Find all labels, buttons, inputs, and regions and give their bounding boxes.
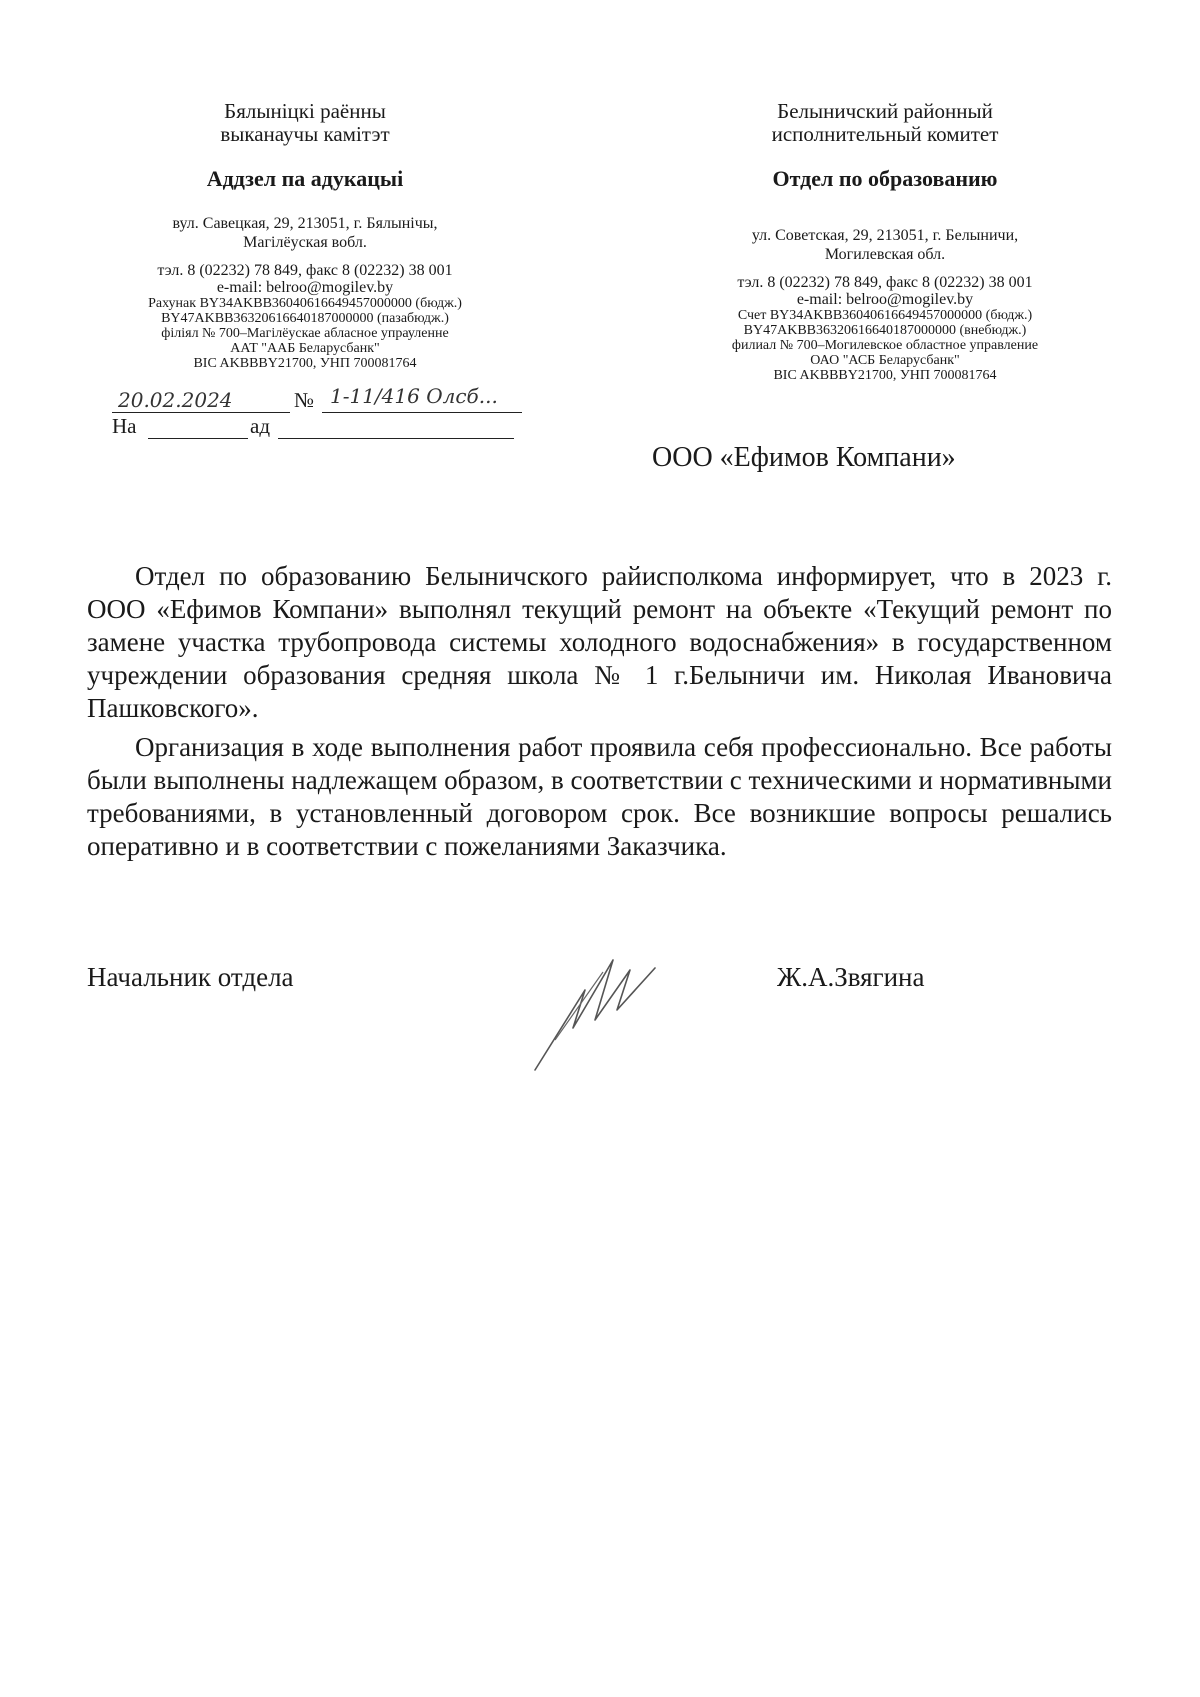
reply-to-label: На (112, 414, 137, 438)
body-paragraph-2: Организация в ходе выполнения работ проявила себя профессионально. Все работы были выполнены надлежащем образом, в соответствии с техническими и нормативными требованиями, в установленный договором срок. Все возникшие вопросы решались оперативно и в соответствии с пожеланиями Заказчика. (87, 732, 1112, 861)
bank-name: ОАО "АСБ Беларусбанк" (810, 353, 960, 368)
org-name-line1: Бялыніцкі раённы (224, 99, 386, 123)
bank-branch: філіял № 700–Магілёускае абласное упрауленне (161, 326, 449, 341)
body-paragraph-1: Отдел по образованию Белыничского райисполкома информирует, что в 2023 г. ООО «Ефимов Компани» выполнял текущий ремонт на объекте «Текущий ремонт по замене участка трубопровода системы холодного водоснабжения» в государственном учреждении образования средняя школа № 1 г.Белыничи им. Николая Ивановича Пашковского». (87, 561, 1112, 723)
phone-fax: тэл. 8 (02232) 78 849, факс 8 (02232) 38 001 (157, 262, 453, 279)
bank-bic: BIC AKBBBY21700, УНП 700081764 (773, 368, 997, 383)
handwritten-number: 1-11/416 Олсб... (330, 384, 498, 408)
bank-account-1: Рахунак BY34AKBB36040616649457000000 (бюдж.) (148, 296, 462, 311)
handwritten-signature (525, 950, 675, 1080)
reply-date-underline (278, 438, 514, 439)
phone-fax: тэл. 8 (02232) 78 849, факс 8 (02232) 38 001 (737, 274, 1033, 291)
number-underline (322, 412, 522, 413)
address-line2: Могилевская обл. (824, 246, 946, 263)
bank-branch: филиал № 700–Могилевское областное управление (731, 338, 1039, 353)
letterhead-russian (665, 100, 1105, 383)
signatory-position: Начальник отдела (87, 962, 294, 992)
org-name-line2: исполнительный комитет (771, 122, 999, 146)
department-name: Отдел по образованию (772, 166, 998, 191)
number-label: № (294, 388, 315, 412)
signatory-name: Ж.А.Звягина (777, 962, 925, 992)
department-name: Аддзел па адукацыі (206, 166, 404, 191)
address-line2: Магілёуская вобл. (243, 234, 367, 251)
address-line1: вул. Савецкая, 29, 213051, г. Бялынічы, (172, 215, 438, 232)
email: e-mail: belroo@mogilev.by (216, 279, 394, 296)
letter-body (87, 560, 1112, 869)
org-name-line2: выканаучы камітэт (220, 122, 390, 146)
date-underline (112, 412, 290, 413)
bank-name: ААТ "ААБ Беларусбанк" (230, 341, 380, 356)
reply-number-underline (148, 438, 248, 439)
bank-account-1: Счет BY34AKBB36040616649457000000 (бюдж.) (737, 308, 1033, 323)
handwritten-date: 20.02.2024 (118, 388, 233, 412)
bank-bic: BIC AKBBBY21700, УНП 700081764 (193, 356, 417, 371)
address-line1: ул. Советская, 29, 213051, г. Белыничи, (751, 227, 1019, 244)
bank-account-2: BY47AKBB36320616640187000000 (пазабюдж.) (161, 311, 449, 326)
org-name-line1: Белыничский районный (777, 99, 993, 123)
reply-date-label: ад (250, 414, 271, 438)
bank-account-2: BY47AKBB36320616640187000000 (внебюдж.) (743, 323, 1027, 338)
email: e-mail: belroo@mogilev.by (796, 291, 974, 308)
recipient: ООО «Ефимов Компани» (652, 442, 956, 473)
letterhead-belarusian (85, 100, 525, 371)
